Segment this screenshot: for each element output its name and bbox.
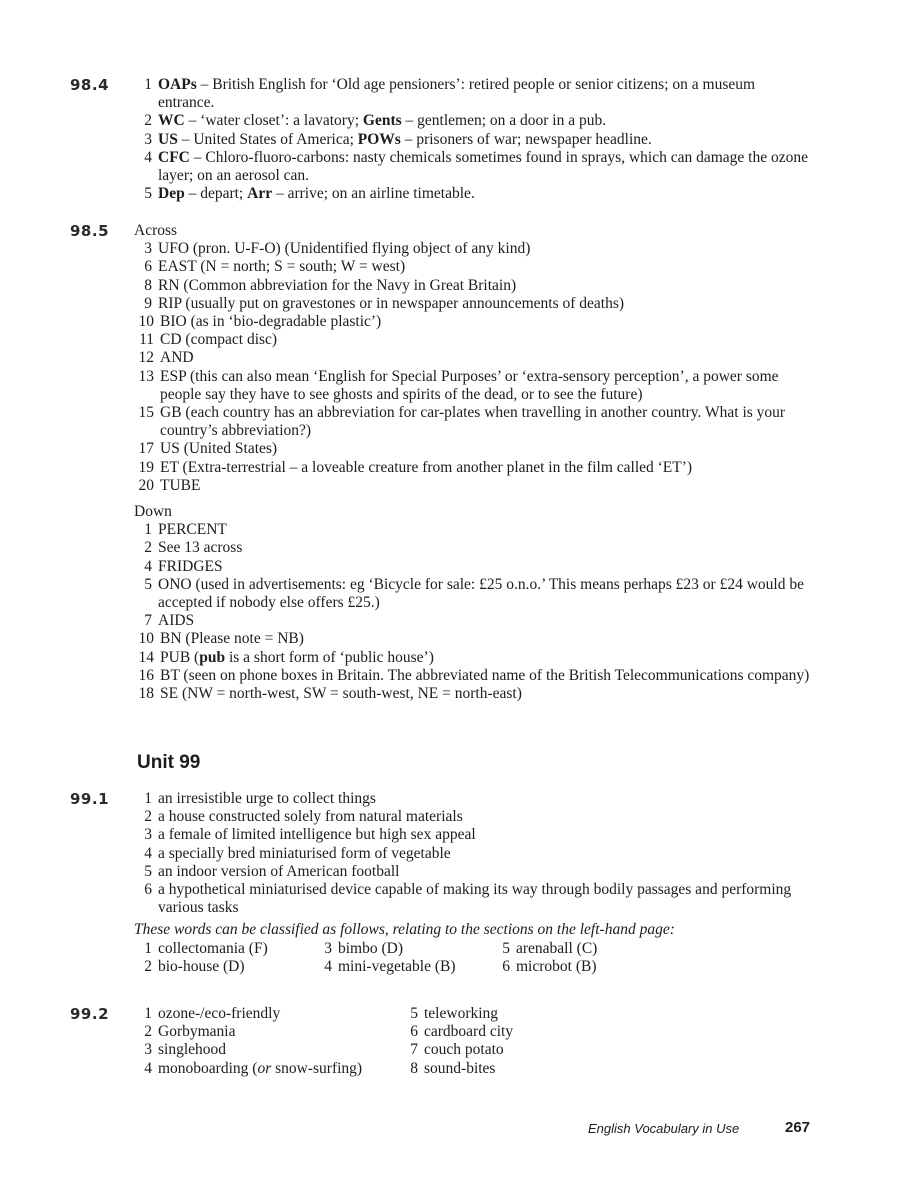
item-number: 14 — [138, 648, 154, 666]
list-item — [134, 349, 814, 367]
answer-text: – ‘water closet’: a lavatory; — [184, 112, 363, 130]
item-number: 3 — [144, 1041, 152, 1059]
item-number: 6 — [144, 258, 152, 276]
item-text: UFO (pron. U-F-O) (Unidentified flying object of any kind) — [158, 240, 531, 258]
list-item — [314, 940, 492, 958]
item-number: 4 — [144, 148, 152, 166]
item-number: 5 — [144, 185, 152, 203]
item-text: GB (each country has an abbreviation for car-plates when travelling in another country. What is your country’s abbreviation?) — [160, 404, 786, 440]
list-item — [400, 1023, 640, 1041]
answer-text: pub — [199, 648, 226, 666]
item-number: 6 — [410, 1023, 418, 1041]
item-number: 12 — [138, 349, 154, 367]
list-item — [400, 1005, 640, 1023]
item-number: 2 — [144, 808, 152, 826]
item-number: 1 — [144, 521, 152, 539]
answer-text: or — [257, 1059, 272, 1077]
answer-grid — [134, 1005, 814, 1078]
list-item — [134, 131, 814, 149]
item-text: bio-house (D) — [158, 957, 245, 975]
item-number: 13 — [138, 367, 154, 385]
item-number: 19 — [138, 458, 154, 476]
answer-text: Dep — [158, 185, 185, 203]
item-number: 18 — [138, 685, 154, 703]
answer-text: – gentlemen; on a door in a pub. — [401, 112, 607, 130]
answer-text: WC — [158, 112, 185, 130]
across-heading: Across — [134, 222, 178, 239]
item-number: 5 — [144, 862, 152, 880]
item-number: 8 — [144, 276, 152, 294]
list-item — [134, 630, 814, 648]
list-item — [134, 576, 814, 612]
list-item — [134, 1041, 400, 1059]
book-title: English Vocabulary in Use — [588, 1121, 740, 1136]
item-number: 3 — [144, 240, 152, 258]
item-number: 5 — [410, 1005, 418, 1022]
answer-text: OAPs — [158, 76, 197, 93]
item-text: a hypothetical miniaturised device capable of making its way through bodily passages and performing various tasks — [158, 881, 792, 917]
item-text: collectomania (F) — [158, 939, 268, 957]
answer-text: – depart; — [184, 185, 248, 203]
item-number: 10 — [138, 313, 154, 331]
section-number: 98.4 — [70, 76, 110, 94]
item-number: 8 — [410, 1059, 418, 1077]
answer-text: cardboard city — [424, 1023, 514, 1041]
list-item — [134, 240, 814, 258]
answer-text: sound-bites — [424, 1059, 496, 1077]
list-item — [134, 277, 814, 295]
list-item — [134, 845, 814, 863]
item-number: 5 — [502, 939, 510, 957]
answer-text: teleworking — [424, 1005, 499, 1022]
list-item — [134, 826, 814, 844]
item-number: 1 — [144, 76, 152, 93]
item-number: 1 — [144, 790, 152, 807]
answer-list — [134, 76, 814, 203]
list-item — [134, 258, 814, 276]
answer-text: – Chloro-fluoro-carbons: nasty chemicals sometimes found in sprays, which can damage the ozone layer; on an aerosol can. — [158, 148, 808, 185]
list-item — [134, 295, 814, 313]
item-text: EAST (N = north; S = south; W = west) — [158, 258, 406, 276]
item-number: 1 — [144, 939, 152, 957]
list-item — [134, 185, 814, 203]
list-item — [134, 863, 814, 881]
answer-text: BT (seen on phone boxes in Britain. The abbreviated name of the British Telecommunications company) — [160, 666, 810, 684]
list-item — [134, 1005, 400, 1023]
item-number: 3 — [324, 939, 332, 957]
item-number: 3 — [144, 826, 152, 844]
answer-text: US — [158, 130, 178, 148]
list-item — [400, 1041, 640, 1059]
list-item — [134, 331, 814, 349]
item-number: 4 — [144, 844, 152, 862]
answer-text: ONO (used in advertisements: eg ‘Bicycle for sale: £25 o.n.o.’ This means perhaps £23 or £24 would be accepted if nobody else offers £25.) — [158, 575, 804, 612]
item-number: 4 — [144, 1059, 152, 1077]
answer-text: ozone-/eco-friendly — [158, 1005, 281, 1022]
list-item — [134, 112, 814, 130]
item-text: a specially bred miniaturised form of vegetable — [158, 844, 451, 862]
item-number: 2 — [144, 112, 152, 130]
answer-text: – arrive; on an airline timetable. — [272, 185, 475, 203]
item-text: AND — [160, 349, 194, 367]
item-text: ESP (this can also mean ‘English for Special Purposes’ or ‘extra-sensory perception’, a power some people say they have to see ghosts and spirits of the dead, or to see the future) — [160, 367, 779, 403]
item-text: RN (Common abbreviation for the Navy in Great Britain) — [158, 276, 517, 294]
unit-title: Unit 99 — [137, 752, 201, 773]
item-text: an indoor version of American football — [158, 862, 400, 880]
answer-text: is a short form of ‘public house’) — [225, 648, 434, 666]
item-number: 5 — [144, 575, 152, 593]
list-item — [134, 808, 814, 826]
item-number: 3 — [144, 130, 152, 148]
item-number: 2 — [144, 539, 152, 557]
across-list — [134, 240, 814, 495]
list-item — [492, 940, 672, 958]
list-item — [134, 521, 814, 539]
item-number: 11 — [139, 331, 154, 349]
list-item — [134, 958, 314, 976]
item-text: arenaball (C) — [516, 939, 598, 957]
section-number: 99.1 — [70, 790, 110, 808]
list-item — [134, 940, 314, 958]
item-number: 7 — [410, 1041, 418, 1059]
answer-text: BN (Please note = NB) — [160, 630, 304, 648]
answer-list — [134, 1005, 814, 1078]
item-text: ET (Extra-terrestrial – a loveable creature from another planet in the film called ‘ET’) — [160, 458, 693, 476]
list-item — [134, 685, 814, 703]
answer-text: AIDS — [158, 612, 195, 630]
item-text: RIP (usually put on gravestones or in newspaper announcements of deaths) — [158, 294, 625, 312]
item-number: 7 — [144, 612, 152, 630]
item-number: 16 — [138, 666, 154, 684]
item-number: 10 — [138, 630, 154, 648]
list-item — [134, 1060, 400, 1078]
list-item — [134, 667, 814, 685]
item-number: 20 — [138, 476, 154, 494]
list-item — [400, 1060, 640, 1078]
classification-grid — [134, 940, 814, 976]
item-number: 9 — [144, 294, 152, 312]
answer-text: CFC — [158, 148, 190, 166]
list-item — [134, 1023, 400, 1041]
down-list — [134, 521, 814, 703]
section-number: 99.2 — [70, 1005, 110, 1023]
list-item — [134, 790, 814, 808]
answer-text: snow-surfing) — [271, 1059, 363, 1077]
list-item — [134, 539, 814, 557]
item-text: bimbo (D) — [338, 939, 404, 957]
list-item — [134, 477, 814, 495]
list-item — [134, 459, 814, 477]
list-item — [134, 881, 814, 917]
crossword-answers — [134, 222, 814, 703]
item-text: a female of limited intelligence but high sex appeal — [158, 826, 476, 844]
answer-text: See 13 across — [158, 539, 243, 557]
answer-text: POWs — [357, 130, 401, 148]
list-item — [134, 404, 814, 440]
classification-note: These words can be classified as follows, relating to the sections on the left-hand page: — [134, 921, 675, 939]
definitions-list — [134, 790, 814, 917]
item-text: a house constructed solely from natural materials — [158, 808, 463, 826]
list-item — [134, 558, 814, 576]
down-heading: Down — [134, 503, 172, 521]
item-number: 4 — [144, 557, 152, 575]
item-number: 6 — [144, 881, 152, 899]
item-text: TUBE — [160, 476, 201, 494]
answer-text: couch potato — [424, 1041, 504, 1059]
list-item — [134, 440, 814, 458]
item-number: 17 — [138, 440, 154, 458]
answer-text: Gorbymania — [158, 1023, 236, 1041]
item-number: 4 — [324, 957, 332, 975]
answer-text: FRIDGES — [158, 557, 223, 575]
list-item — [134, 612, 814, 630]
answer-text: – prisoners of war; newspaper headline. — [400, 130, 652, 148]
answer-text: PERCENT — [158, 521, 227, 539]
answer-text: – United States of America; — [177, 130, 358, 148]
answer-text: monoboarding ( — [158, 1059, 258, 1077]
answer-text: Gents — [362, 112, 402, 130]
answer-text: Arr — [247, 185, 273, 203]
item-number: 6 — [502, 957, 510, 975]
item-text: US (United States) — [160, 440, 278, 458]
list-item — [134, 649, 814, 667]
item-number: 15 — [138, 404, 154, 422]
item-text: CD (compact disc) — [160, 331, 278, 349]
item-number: 2 — [144, 1023, 152, 1041]
item-text: microbot (B) — [516, 957, 597, 975]
section-number: 98.5 — [70, 222, 110, 240]
list-item — [492, 958, 672, 976]
list-item — [134, 149, 814, 185]
answer-list — [134, 790, 814, 976]
item-number: 1 — [144, 1005, 152, 1022]
answer-text: SE (NW = north-west, SW = south-west, NE = north-east) — [160, 685, 522, 703]
answer-text: – British English for ‘Old age pensioners’: retired people or senior citizens; on a museum entrance. — [158, 76, 756, 112]
item-text: BIO (as in ‘bio-degradable plastic’) — [160, 313, 382, 331]
list-item — [134, 368, 814, 404]
page-number: 267 — [785, 1119, 811, 1136]
item-text: an irresistible urge to collect things — [158, 790, 376, 807]
item-number: 2 — [144, 957, 152, 975]
list-item — [134, 313, 814, 331]
answer-text: PUB ( — [160, 648, 200, 666]
list-item — [314, 958, 492, 976]
list-item — [134, 76, 814, 112]
item-text: mini-vegetable (B) — [338, 957, 456, 975]
answer-text: singlehood — [158, 1041, 227, 1059]
